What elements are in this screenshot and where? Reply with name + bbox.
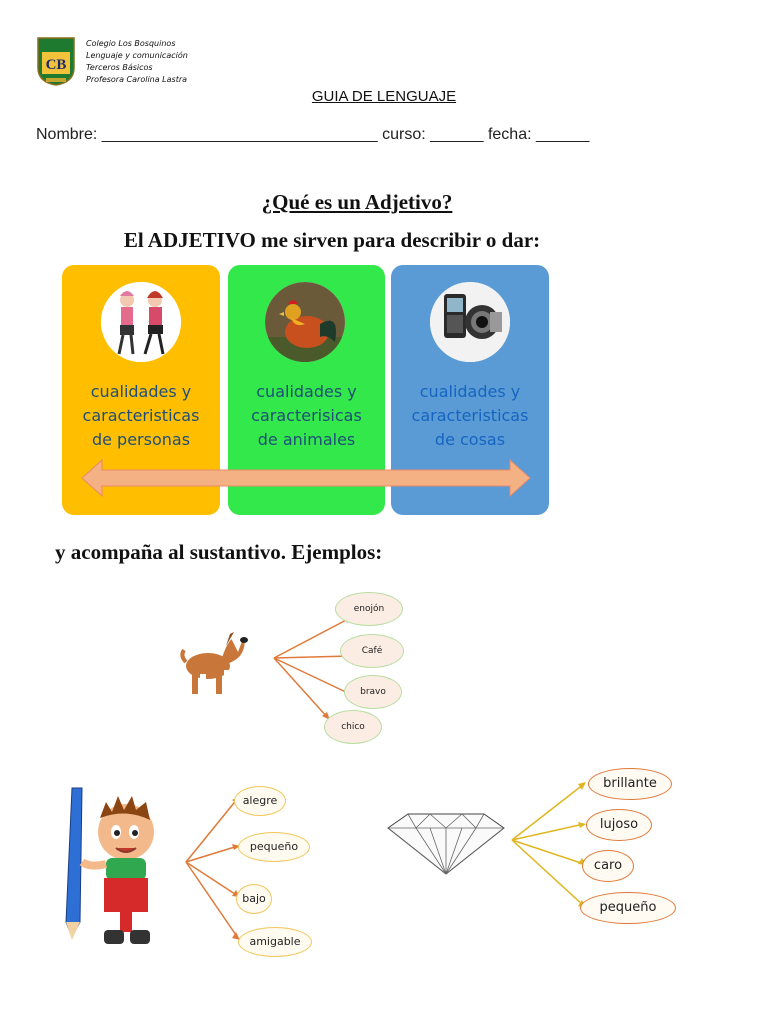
teacher: Profesora Carolina Lastra xyxy=(86,75,188,84)
boy-word-oval: amigable xyxy=(238,927,312,957)
school-logo xyxy=(36,36,76,86)
dog-word-oval: Café xyxy=(340,634,404,668)
rooster-image xyxy=(265,282,345,362)
card-line: cualidades y xyxy=(419,382,521,401)
diamond-word-oval: pequeño xyxy=(580,892,676,924)
double-arrow-icon xyxy=(80,458,532,498)
subject: Lenguaje y comunicación xyxy=(86,51,188,60)
card-line: caracteristicas xyxy=(411,406,529,425)
card-line: de animales xyxy=(257,430,356,449)
question-title: ¿Qué es un Adjetivo? xyxy=(261,190,453,214)
student-form-line: Nombre: _______________________________ curso: ______ fecha: ______ xyxy=(36,126,590,143)
card-line: cualidades y xyxy=(90,382,192,401)
boy-word-oval: alegre xyxy=(234,786,286,816)
logo-text: CB xyxy=(45,57,67,73)
diamond-arrows xyxy=(508,772,592,922)
card-cosas-text xyxy=(391,380,549,452)
card-line: caracteristicas xyxy=(82,406,200,425)
dog-word-oval: enojón xyxy=(335,592,403,626)
card-animales-text xyxy=(228,380,385,452)
boy-word-oval: pequeño xyxy=(238,832,310,862)
school-info xyxy=(86,38,188,86)
card-personas-text xyxy=(62,380,220,452)
page-title: GUIA DE LENGUAJE xyxy=(311,88,457,105)
dog-word-oval: bravo xyxy=(344,675,402,709)
boy-icon xyxy=(54,782,174,952)
card-line: de cosas xyxy=(434,430,506,449)
dog-icon xyxy=(178,622,250,698)
diamond-word-oval: caro xyxy=(582,850,634,882)
school-name: Colegio Los Bosquinos xyxy=(86,39,176,48)
diamond-icon xyxy=(386,810,506,876)
dog-word-oval: chico xyxy=(324,710,382,744)
diamond-word-oval: brillante xyxy=(588,768,672,800)
boy-word-oval: bajo xyxy=(236,884,272,914)
examples-heading: y acompaña al sustantivo. Ejemplos: xyxy=(55,540,383,564)
definition-text: El ADJETIVO me sirven para describir o dar: xyxy=(123,228,541,252)
diamond-word-oval: lujoso xyxy=(586,809,652,841)
card-line: cualidades y xyxy=(256,382,357,401)
girls-image xyxy=(101,282,181,362)
card-line: caracterisicas xyxy=(251,406,362,425)
objects-image xyxy=(430,282,510,362)
card-line: de personas xyxy=(91,430,191,449)
grade: Terceros Básicos xyxy=(86,63,153,72)
